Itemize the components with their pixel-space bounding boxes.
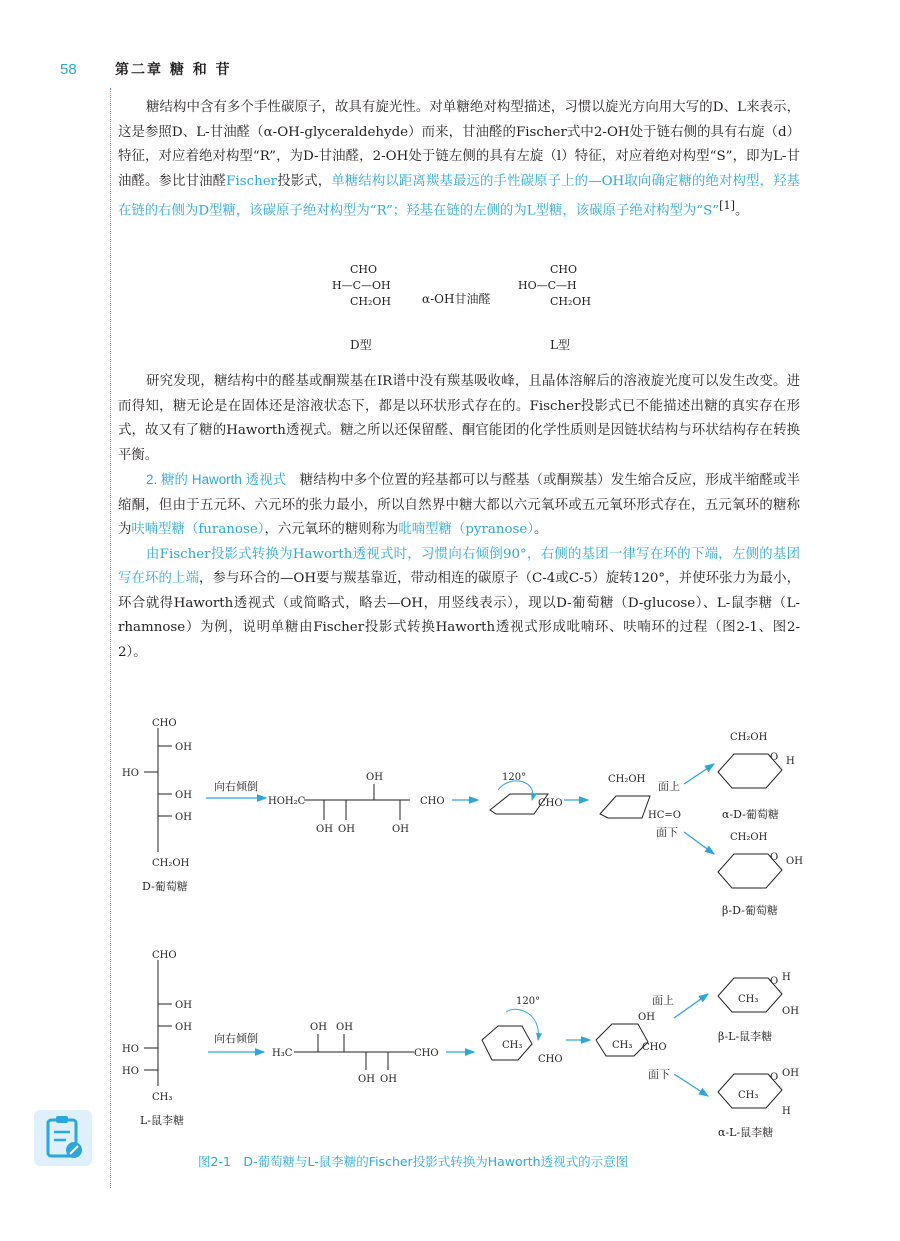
rha-rotation — [482, 996, 563, 1065]
para1-fischer: Fischer — [226, 173, 278, 189]
alpha-glc-ch2oh: CH₂OH — [730, 732, 768, 743]
alpha-glc-o: O — [770, 752, 779, 763]
glc-ch2oh: CH₂OH — [152, 858, 190, 869]
glc-chain-right: CHO — [420, 796, 445, 807]
beta-rha-ch3: CH₃ — [738, 994, 759, 1005]
rha-oh-2: OH — [175, 1000, 192, 1011]
glc-close-hco: HC=O — [648, 810, 681, 821]
page-number: 58 — [60, 60, 77, 78]
beta-glc-o: O — [770, 852, 779, 863]
rha-name: L-鼠李糖 — [140, 1114, 185, 1127]
rha-close-oh: OH — [638, 1012, 655, 1023]
page-header — [60, 58, 232, 80]
glc-tilt-label: 向右倾倒 — [214, 780, 258, 793]
l-ch2oh: CH₂OH — [550, 295, 592, 308]
glc-oh-2: OH — [175, 742, 192, 753]
para4-highlight: 由Fischer投影式转换为Haworth透视式时，习惯向右倾倒90°，右侧的基团一律写在环的下端，左侧的基团写在环的上端 — [118, 546, 800, 586]
para3-text-b: ，六元氧环的糖则称为 — [264, 522, 399, 537]
alpha-rha-name: α-L-鼠李糖 — [718, 1126, 774, 1139]
glc-rot-cho: CHO — [538, 798, 563, 809]
haworth-figure — [118, 714, 808, 1154]
rha-arrow-beta — [674, 994, 708, 1018]
l-rhamnose-fischer — [122, 950, 192, 1127]
glc-closing — [600, 774, 681, 839]
chapter-title: 第二章 糖 和 苷 — [115, 62, 232, 78]
rha-closing — [596, 993, 674, 1081]
beta-rha-o: O — [770, 976, 779, 987]
glc-close-ch2oh: CH₂OH — [608, 774, 646, 785]
glc-name: D-葡萄糖 — [142, 880, 188, 893]
d-ch2oh: CH₂OH — [350, 295, 392, 308]
para3-end: 。 — [534, 522, 548, 537]
l-rhamnose-chain — [272, 1022, 439, 1085]
rha-chain-oh-1: OH — [310, 1022, 327, 1033]
l-cho: CHO — [550, 263, 578, 276]
l-glyceraldehyde — [518, 262, 591, 310]
paragraph-1 — [118, 96, 800, 224]
alpha-d-glucose — [718, 732, 795, 821]
rha-chain-oh-2: OH — [336, 1022, 353, 1033]
paragraph-4 — [118, 543, 800, 666]
alpha-rha-ch3: CH₃ — [738, 1090, 759, 1101]
rha-chain-right: CHO — [414, 1048, 439, 1059]
rha-close-cho: CHO — [642, 1042, 667, 1053]
beta-rha-oh: OH — [782, 1006, 799, 1017]
glc-ho-3: HO — [122, 768, 139, 779]
glc-chain-oh-1: OH — [316, 824, 333, 835]
rha-ho-5: HO — [122, 1066, 139, 1077]
glc-cho: CHO — [152, 718, 177, 729]
d-glucose-fischer — [122, 718, 192, 893]
rha-arrow-alpha — [674, 1074, 708, 1096]
beta-rha-h: H — [782, 972, 791, 983]
figure-caption: 图2-1 D-葡萄糖与L-鼠李糖的Fischer投影式转换为Haworth透视式的示意图 — [198, 1154, 629, 1169]
rha-face-up: 面上 — [652, 994, 674, 1007]
rha-chain-oh-4: OH — [380, 1074, 397, 1085]
paragraph-2: 研究发现，糖结构中的醛基或酮羰基在IR谱中没有羰基吸收峰，且晶体溶解后的溶液旋光度可以发生改变。进而得知，糖无论是在固体还是溶液状态下，都是以环状形式存在的。Fischer投影式已不能描述出糖的真实存在形式，故又有了糖的Haworth透视式。糖之所以还保留醛、酮官能团的化学性质则是因链状结构与环状结构存在转换平衡。 — [118, 374, 800, 463]
glc-face-up: 面上 — [658, 780, 680, 793]
alpha-l-rhamnose — [718, 1068, 799, 1139]
glc-arrow-beta — [684, 832, 714, 854]
para1-text: 糖结构中含有多个手性碳原子，故具有旋光性。对单糖绝对构型描述，习惯以旋光方向用大写的D、L来表示，这是参照D、L-甘油醛（α-OH-glyceraldehyde）而来，甘油醛的Fischer式中2-OH处于链右侧的具有右旋（d）特征，对应着绝对构型“R”，为D-甘油醛，2-OH处于链左侧的具有左旋（l）特征，对应着绝对构型“S”，即为L-甘油醛。参比甘油醛 — [118, 100, 800, 189]
glc-chain-oh-3: OH — [392, 824, 409, 835]
pyranose-term: 吡喃型糖（pyranose） — [398, 522, 535, 537]
glc-chain-left: HOH₂C — [268, 796, 306, 807]
l-type-label: L型 — [550, 338, 570, 352]
margin-dotted-line — [110, 88, 111, 1188]
rha-tilt-label: 向右倾倒 — [214, 1032, 258, 1045]
l-middle: HO—C—H — [518, 279, 577, 292]
alpha-rha-oh: OH — [782, 1068, 799, 1079]
rha-ch3: CH₃ — [152, 1092, 173, 1103]
d-cho: CHO — [350, 263, 378, 276]
alpha-rha-o: O — [770, 1072, 779, 1083]
beta-glc-ch2oh: CH₂OH — [730, 832, 768, 843]
rha-chain-oh-3: OH — [358, 1074, 375, 1085]
d-glyceraldehyde — [332, 262, 391, 310]
glc-angle: 120° — [502, 772, 527, 783]
rha-rot-cho: CHO — [538, 1054, 563, 1065]
glc-rotation — [490, 772, 563, 814]
beta-rha-name: β-L-鼠李糖 — [718, 1030, 773, 1043]
para1-end: 。 — [734, 203, 749, 219]
d-middle: H—C—OH — [332, 279, 391, 292]
clipboard-pen-icon[interactable] — [34, 1110, 92, 1166]
para4-text: ，参与环合的—OH要与羰基靠近，带动相连的碳原子（C-4或C-5）旋转120°，并使环张力为最小，环合就得Haworth透视式（或简略式，略去—OH，用竖线表示），现以D-葡萄糖（D-glucose）、L-鼠李糖（L-rhamnose）为例，说明单糖由Fischer投影式转换Haworth透视式形成吡喃环、呋喃环的过程（图2-1、图2-2）。 — [118, 571, 800, 660]
rha-oh-3: OH — [175, 1022, 192, 1033]
rha-rot-ch3: CH₃ — [502, 1040, 523, 1051]
alpha-glc-h: H — [786, 756, 795, 767]
furanose-term: 呋喃型糖（furanose） — [131, 522, 265, 537]
glc-oh-4: OH — [175, 790, 192, 801]
rha-cho: CHO — [152, 950, 177, 961]
d-type-label: D型 — [350, 338, 372, 352]
glc-face-down: 面下 — [656, 826, 678, 839]
glc-chain-oh-top: OH — [366, 772, 383, 783]
glc-oh-5: OH — [175, 812, 192, 823]
body-paragraphs — [118, 370, 800, 665]
beta-glc-oh: OH — [786, 856, 803, 867]
glc-chain-oh-2: OH — [338, 824, 355, 835]
glyceraldehyde-label: α-OH甘油醛 — [422, 292, 491, 306]
d-glucose-chain — [268, 772, 445, 835]
para1-highlight: 单糖结构以距离羰基最远的手性碳原子上的—OH取向确定糖的绝对构型，羟基在链的右侧为D型糖，该碳原子绝对构型为“R”；羟基在链的左侧的为L型糖，该碳原子绝对构型为“S” — [118, 173, 801, 219]
rha-chain-left: H₃C — [272, 1048, 293, 1059]
beta-glc-name: β-D-葡萄糖 — [722, 904, 778, 917]
beta-d-glucose — [718, 832, 803, 917]
glyceraldehyde-figure — [300, 262, 620, 362]
rha-face-down: 面下 — [648, 1068, 670, 1081]
beta-l-rhamnose — [718, 972, 799, 1043]
rha-angle: 120° — [516, 996, 541, 1007]
rha-ho-4: HO — [122, 1044, 139, 1055]
para3-text: 糖结构中多个位置的羟基都可以与醛基（或酮羰基）发生缩合反应，形成半缩醛或半缩酮，但由于五元环、六元环的张力最小，所以自然界中糖大都以六元氧环或五元氧环形式存在，五元氧环的糖称为 — [118, 473, 801, 537]
citation-ref: [1] — [719, 199, 735, 212]
alpha-rha-h: H — [782, 1106, 791, 1117]
section-title: 2. 糖的 Haworth 透视式 — [146, 472, 287, 487]
paragraph-3 — [118, 468, 800, 543]
rha-close-ch3: CH₃ — [612, 1040, 633, 1051]
para1-text-c: 投影式， — [277, 173, 332, 189]
alpha-glc-name: α-D-葡萄糖 — [722, 808, 779, 821]
glc-arrow-alpha — [684, 764, 714, 784]
